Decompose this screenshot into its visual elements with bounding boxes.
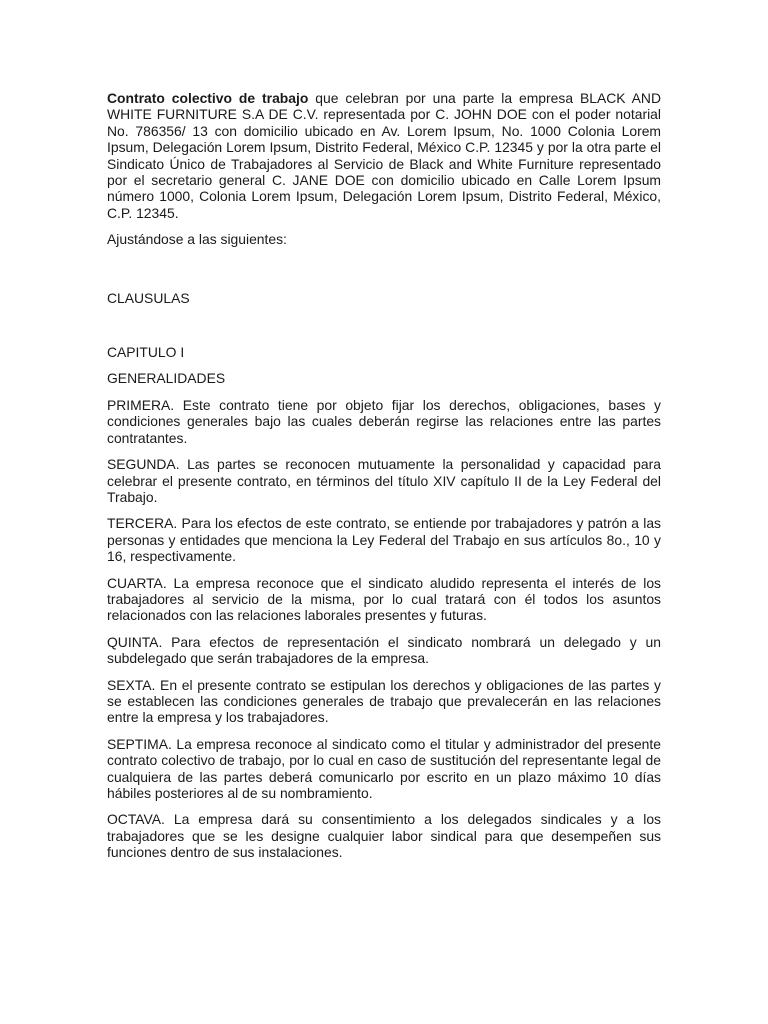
spacer xyxy=(107,258,661,290)
clause-tercera: TERCERA. Para los efectos de este contrato, se entiende por trabajadores y patrón a las personas y entidades que menciona la Ley Federal del Trabajo en sus artículos 8o., 10 y 16, respectivamente. xyxy=(107,515,661,565)
clause-primera: PRIMERA. Este contrato tiene por objeto fijar los derechos, obligaciones, bases y condiciones generales bajo las cuales deberán regirse las relaciones entre las partes contratantes. xyxy=(107,396,661,446)
clause-segunda: SEGUNDA. Las partes se reconocen mutuamente la personalidad y capacidad para celebrar el presente contrato, en términos del título XIV capítulo II de la Ley Federal del Trabajo. xyxy=(107,456,661,505)
clause-septima: SEPTIMA. La empresa reconoce al sindicato como el titular y administrador del presente contrato colectivo de trabajo, por lo cual en caso de sustitución del representante legal de cualquiera de las partes deberá comunicarlo por escrito en un plazo máximo 10 días hábiles posteriores al de su nombramiento. xyxy=(107,735,661,801)
clause-octava: OCTAVA. La empresa dará su consentimiento a los delegados sindicales y a los trabajadores que se les designe cualquier labor sindical para que desempeñen sus funciones dentro de sus instalaciones. xyxy=(107,811,661,861)
contract-title: Contrato colectivo de trabajo xyxy=(107,90,309,106)
clausulas-heading: CLAUSULAS xyxy=(107,289,190,306)
section-heading: GENERALIDADES xyxy=(107,370,226,387)
chapter-heading: CAPITULO I xyxy=(107,344,185,361)
clause-quinta: QUINTA. Para efectos de representación el sindicato nombrará un delegado y un subdelegado que serán trabajadores de la empresa. xyxy=(107,633,661,667)
intro-paragraph xyxy=(107,90,661,221)
document-page xyxy=(107,90,661,871)
subintro-paragraph: Ajustándose a las siguientes: xyxy=(107,231,287,248)
spacer xyxy=(107,316,661,344)
intro-text: que celebran por una parte la empresa BLACK AND WHITE FURNITURE S.A DE C.V. representada por C. JOHN DOE con el poder notarial No. 786356/ 13 con domicilio ubicado en Av. Lorem Ipsum, No. 1000 Colonia Lorem Ipsum, Delegación Lorem Ipsum, Distrito Federal, México C.P. 12345 y por la otra parte el Sindicato Único de Trabajadores al Servicio de Black and White Furniture representado por el secretario general C. JANE DOE con domicilio ubicado en Calle Lorem Ipsum número 1000, Colonia Lorem Ipsum, Delegación Lorem Ipsum, Distrito Federal, México, C.P. 12345. xyxy=(107,90,661,221)
clause-sexta: SEXTA. En el presente contrato se estipulan los derechos y obligaciones de las partes y se establecen las condiciones generales de trabajo que prevalecerán en las relaciones entre la empresa y los trabajadores. xyxy=(107,676,661,726)
clause-cuarta: CUARTA. La empresa reconoce que el sindicato aludido representa el interés de los trabajadores al servicio de la misma, por lo cual tratará con él todos los asuntos relacionados con las relaciones laborales presentes y futuras. xyxy=(107,574,661,624)
